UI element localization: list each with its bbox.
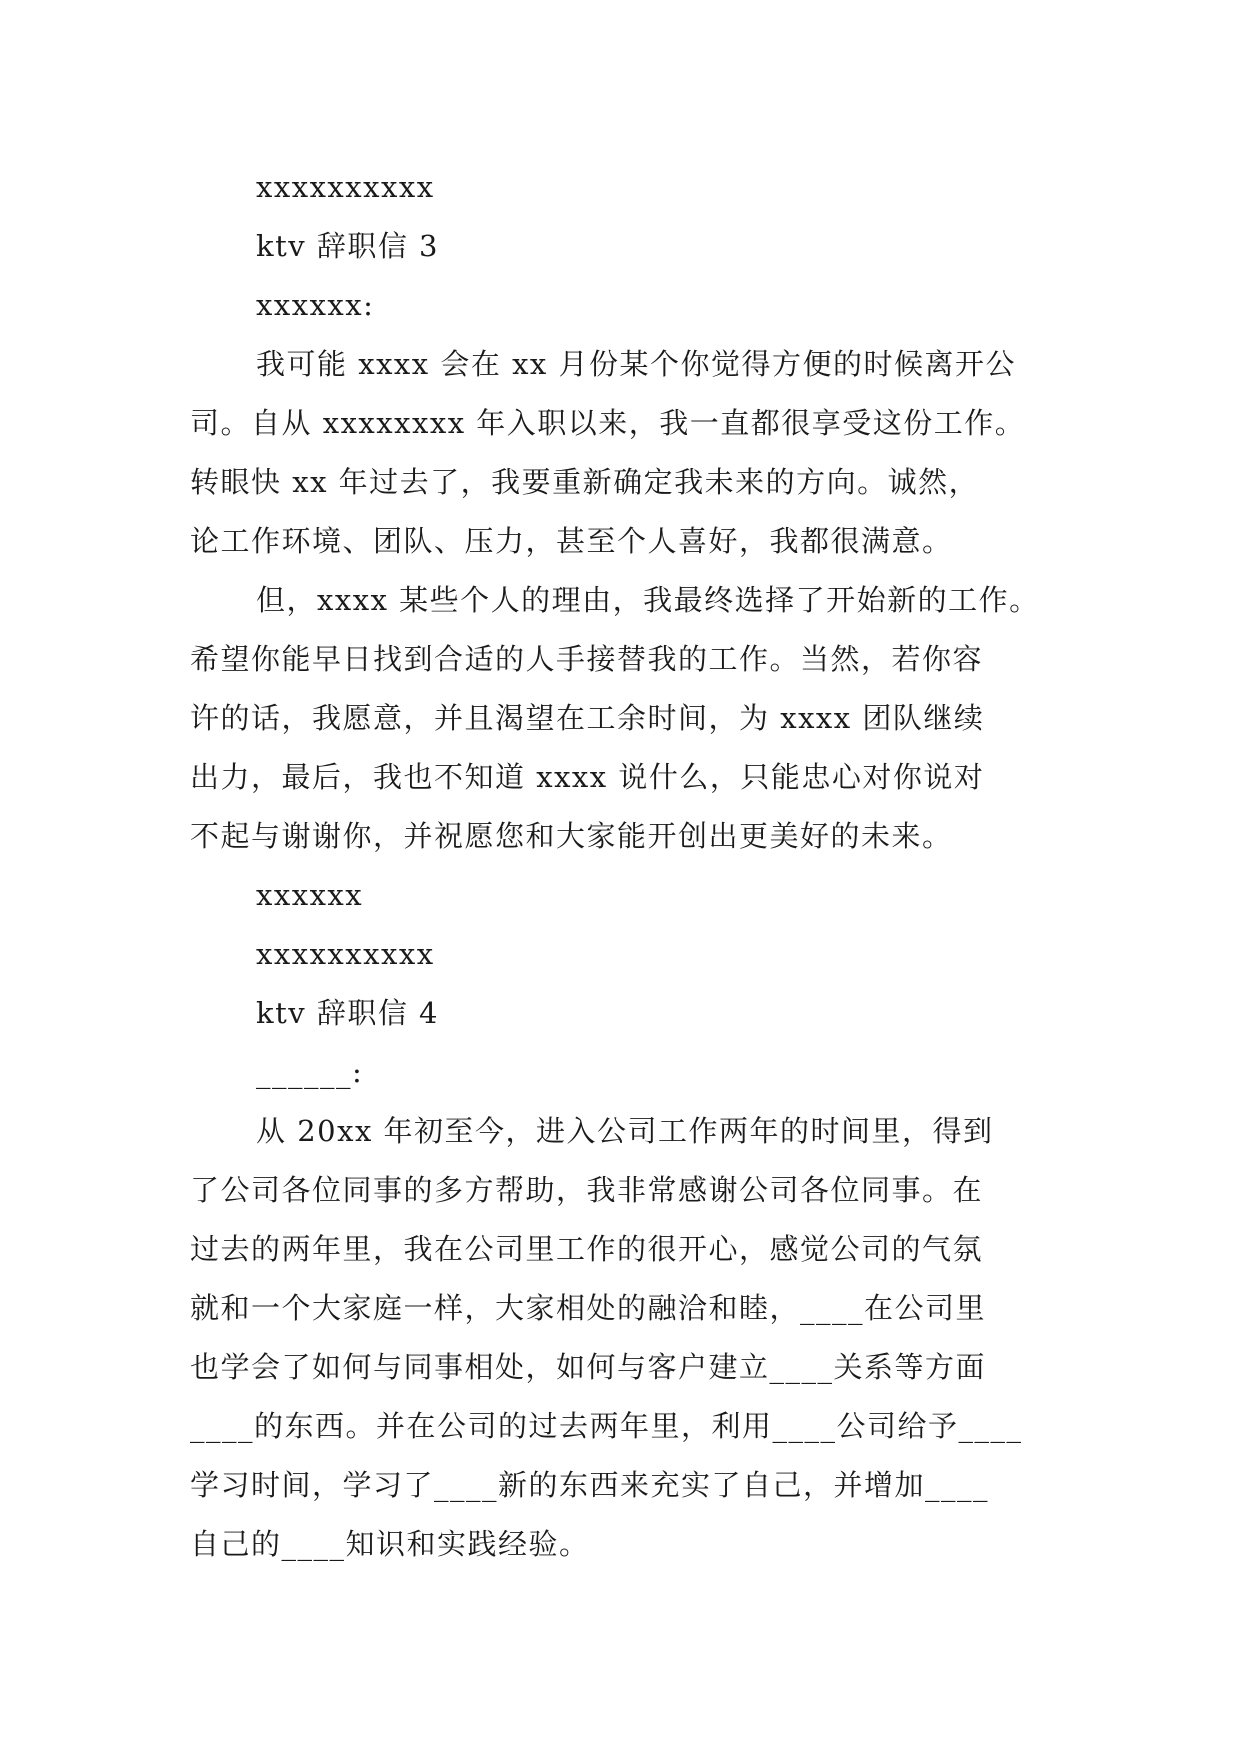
paragraph-line: 许的话，我愿意，并且渴望在工余时间，为 xxxx 团队继续 [190,701,985,735]
paragraph-line: 也学会了如何与同事相处，如何与客户建立____关系等方面 [190,1350,987,1384]
salutation-3: xxxxxx: [256,288,375,322]
paragraph-line: 从 20xx 年初至今，进入公司工作两年的时间里，得到 [256,1114,994,1148]
paragraph-line: 出力，最后，我也不知道 xxxx 说什么，只能忠心对你说对 [190,760,985,794]
sender-name-placeholder: xxxxxxxxxx [256,170,435,204]
salutation-4: ______: [256,1055,364,1089]
paragraph-line: 司。自从 xxxxxxxx 年入职以来，我一直都很享受这份工作。 [190,406,1026,440]
paragraph-line: ____的东西。并在公司的过去两年里，利用____公司给予____ [190,1409,1023,1443]
paragraph-line: 过去的两年里，我在公司里工作的很开心，感觉公司的气氛 [190,1232,984,1266]
date-placeholder: xxxxxxxxxx [256,937,435,971]
letter-title-4: ktv 辞职信 4 [256,996,439,1030]
paragraph-line: 了公司各位同事的多方帮助，我非常感谢公司各位同事。在 [190,1173,984,1207]
paragraph-line: 就和一个大家庭一样，大家相处的融洽和睦，____在公司里 [190,1291,987,1325]
paragraph-line: 希望你能早日找到合适的人手接替我的工作。当然，若你容 [190,642,984,676]
letter-title-3: ktv 辞职信 3 [256,229,439,263]
signature-placeholder: xxxxxx [256,878,364,912]
paragraph-line: 但，xxxx 某些个人的理由，我最终选择了开始新的工作。 [256,583,1040,617]
paragraph-line: 论工作环境、团队、压力，甚至个人喜好，我都很满意。 [190,524,953,558]
paragraph-line: 自己的____知识和实践经验。 [190,1527,590,1561]
paragraph-line: 我可能 xxxx 会在 xx 月份某个你觉得方便的时候离开公 [256,347,1017,381]
paragraph-line: 不起与谢谢你，并祝愿您和大家能开创出更美好的未来。 [190,819,953,853]
paragraph-line: 转眼快 xx 年过去了，我要重新确定我未来的方向。诚然， [190,465,980,499]
paragraph-line: 学习时间，学习了____新的东西来充实了自己，并增加____ [190,1468,990,1502]
